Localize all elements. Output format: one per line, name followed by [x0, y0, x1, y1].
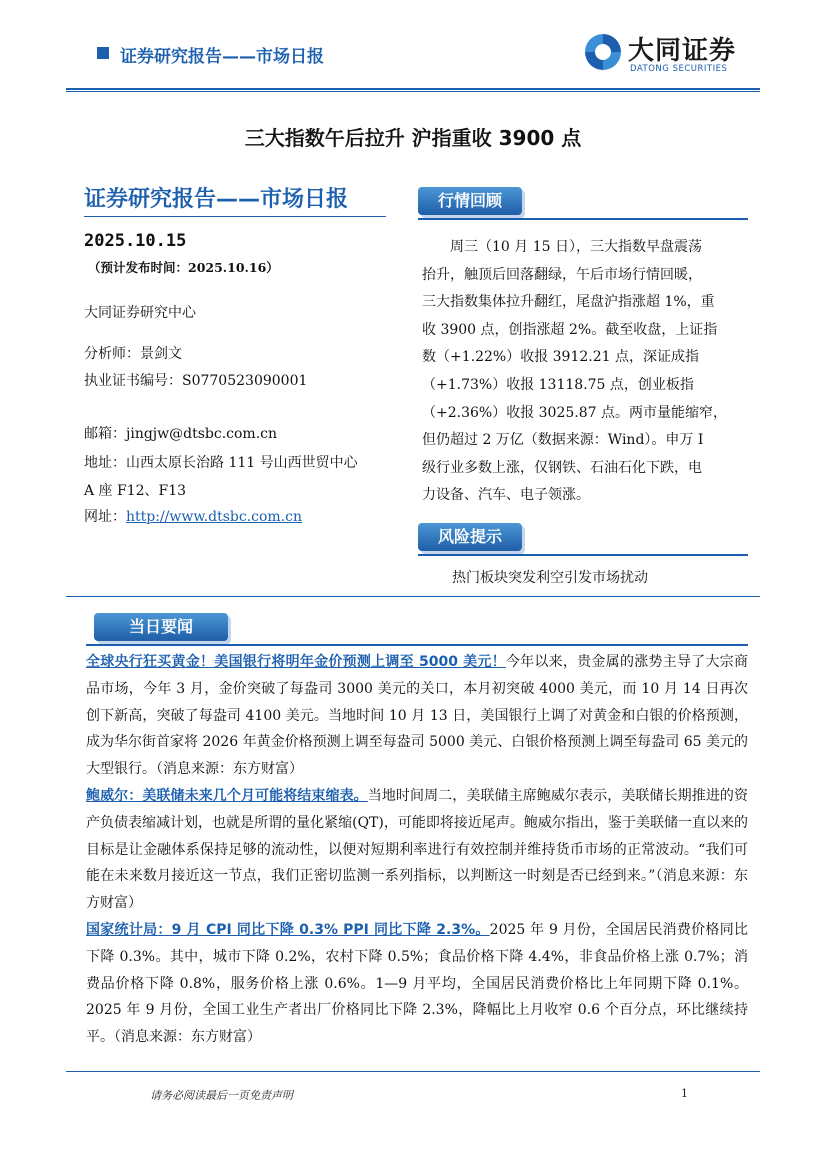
website-link[interactable]: http://www.dtsbc.com.cn: [126, 509, 302, 525]
website-label: 网址：: [84, 509, 126, 525]
website: [84, 506, 302, 526]
news-headline[interactable]: 国家统计局：9 月 CPI 同比下降 0.3% PPI 同比下降 2.3%。: [86, 921, 490, 938]
news-text: 2025 年 9 月份，全国居民消费价格同比下降 0.3%。其中，城市下降 0.2%，农村下降 0.5%；食品价格下降 4.4%，非食品价格上涨 0.7%；消费品价格下降 0.8%，服务价格上涨 0.6%。1—9 月平均，全国居民消费价格比上年同期下降 0.1%。2025 年 9 月份，全国工业生产者出厂价格同比下降 2.3%，降幅比上月收窄 0.6 个百分点，环比继续持平。（消息来源：东方财富）: [86, 921, 748, 1046]
review-line: （+1.73%）收报 13118.75 点，创业板指: [422, 376, 694, 393]
review-line: 级行业多数上涨，仅钢铁、石油石化下跌，电: [422, 459, 702, 476]
review-line: 抬升，触顶后回落翻绿，午后市场行情回暖，: [422, 266, 702, 283]
logo-name: 大同证券: [628, 36, 737, 66]
publish-time: （预计发布时间：2025.10.16）: [88, 260, 279, 275]
review-line: 但仍超过 2 万亿（数据来源：Wind）。申万 I: [422, 432, 704, 449]
address-line-2: A 座 F12、F13: [84, 483, 187, 499]
review-line: 数（+1.22%）收报 3912.21 点，深证成指: [422, 349, 699, 366]
header-divider-thin: [66, 91, 760, 92]
risk-text: 热门板块突发利空引发市场扰动: [452, 570, 648, 586]
header-square-icon: [97, 47, 109, 59]
news-text: 当地时间周二，美联储主席鲍威尔表示，美联储长期推进的资产负债表缩减计划，也就是所谓的量化紧缩(QT)，可能即将接近尾声。鲍威尔指出，鉴于美联储一直以来的目标是让金融体系保持足够的流动性，以便对短期利率进行有效控制并维持货币市场的正常波动。“我们可能在未来数月接近这一节点，我们正密切监测一系列指标，以判断这一时刻是否已经到来。”（消息来源：东方财富）: [86, 787, 749, 912]
license-number: 执业证书编号：S0770523090001: [84, 373, 308, 389]
news-tag-underline: [86, 644, 748, 646]
logo-english-name: DATONG SECURITIES: [630, 64, 728, 74]
news-item: [86, 649, 748, 783]
review-line: 力设备、汽车、电子领涨。: [422, 487, 590, 504]
news-body: [86, 649, 748, 1051]
analyst: 分析师：景剑文: [84, 346, 182, 362]
review-line: 三大指数集体拉升翻红，尾盘沪指涨超 1%，重: [422, 294, 715, 311]
header-divider: [66, 88, 760, 90]
review-line: （+2.36%）收报 3025.87 点。两市量能缩窄，: [422, 404, 727, 421]
news-text: 今年以来，贵金属的涨势主导了大宗商品市场，今年 3 月，金价突破了每盎司 3000 美元的关口，本月初突破 4000 美元，而 10 月 14 日再次创下新高，突破了每盎司 4100 美元。当地时间 10 月 13 日，美国银行上调了对黄金和白银的价格预测，成为华尔街首家将 2026 年黄金价格预测上调至每盎司 5000 美元、白银价格预测上调至每盎司 65 美元的大型银行。（消息来源：东方财富）: [86, 654, 748, 778]
news-headline[interactable]: 鲍威尔：美联储未来几个月可能将结束缩表。: [86, 787, 368, 804]
review-line: 收 3900 点，创指涨超 2%。截至收盘，上证指: [422, 321, 718, 338]
page-number: 1: [681, 1087, 688, 1100]
datong-logo-icon: [582, 31, 624, 73]
news-divider: [66, 596, 760, 597]
news-headline[interactable]: 全球央行狂买黄金！美国银行将明年金价预测上调至 5000 美元！: [86, 654, 506, 670]
report-date: 2025.10.15: [84, 231, 187, 251]
left-divider: [84, 216, 386, 217]
address-line-1: 地址：山西太原长治路 111 号山西世贸中心: [84, 455, 358, 471]
email: 邮箱：jingjw@dtsbc.com.cn: [84, 426, 277, 442]
risk-tag-underline: [418, 554, 748, 556]
review-text: [422, 234, 748, 510]
review-line: 周三（10 月 15 日），三大指数早盘震荡: [422, 239, 702, 255]
footer-disclaimer: 请务必阅读最后一页免责声明: [150, 1089, 293, 1102]
news-item: [86, 917, 748, 1051]
header-title: 证券研究报告——市场日报: [120, 47, 324, 67]
institute: 大同证券研究中心: [84, 305, 196, 321]
footer-divider: [66, 1071, 760, 1072]
report-type: 证券研究报告——市场日报: [84, 187, 349, 212]
news-item: [86, 783, 748, 917]
risk-tag: 风险提示: [418, 523, 522, 551]
review-tag: 行情回顾: [418, 187, 522, 215]
document-title: 三大指数午后拉升 沪指重收 3900 点: [244, 126, 582, 150]
news-tag: 当日要闻: [94, 613, 228, 641]
review-tag-underline: [418, 218, 748, 220]
